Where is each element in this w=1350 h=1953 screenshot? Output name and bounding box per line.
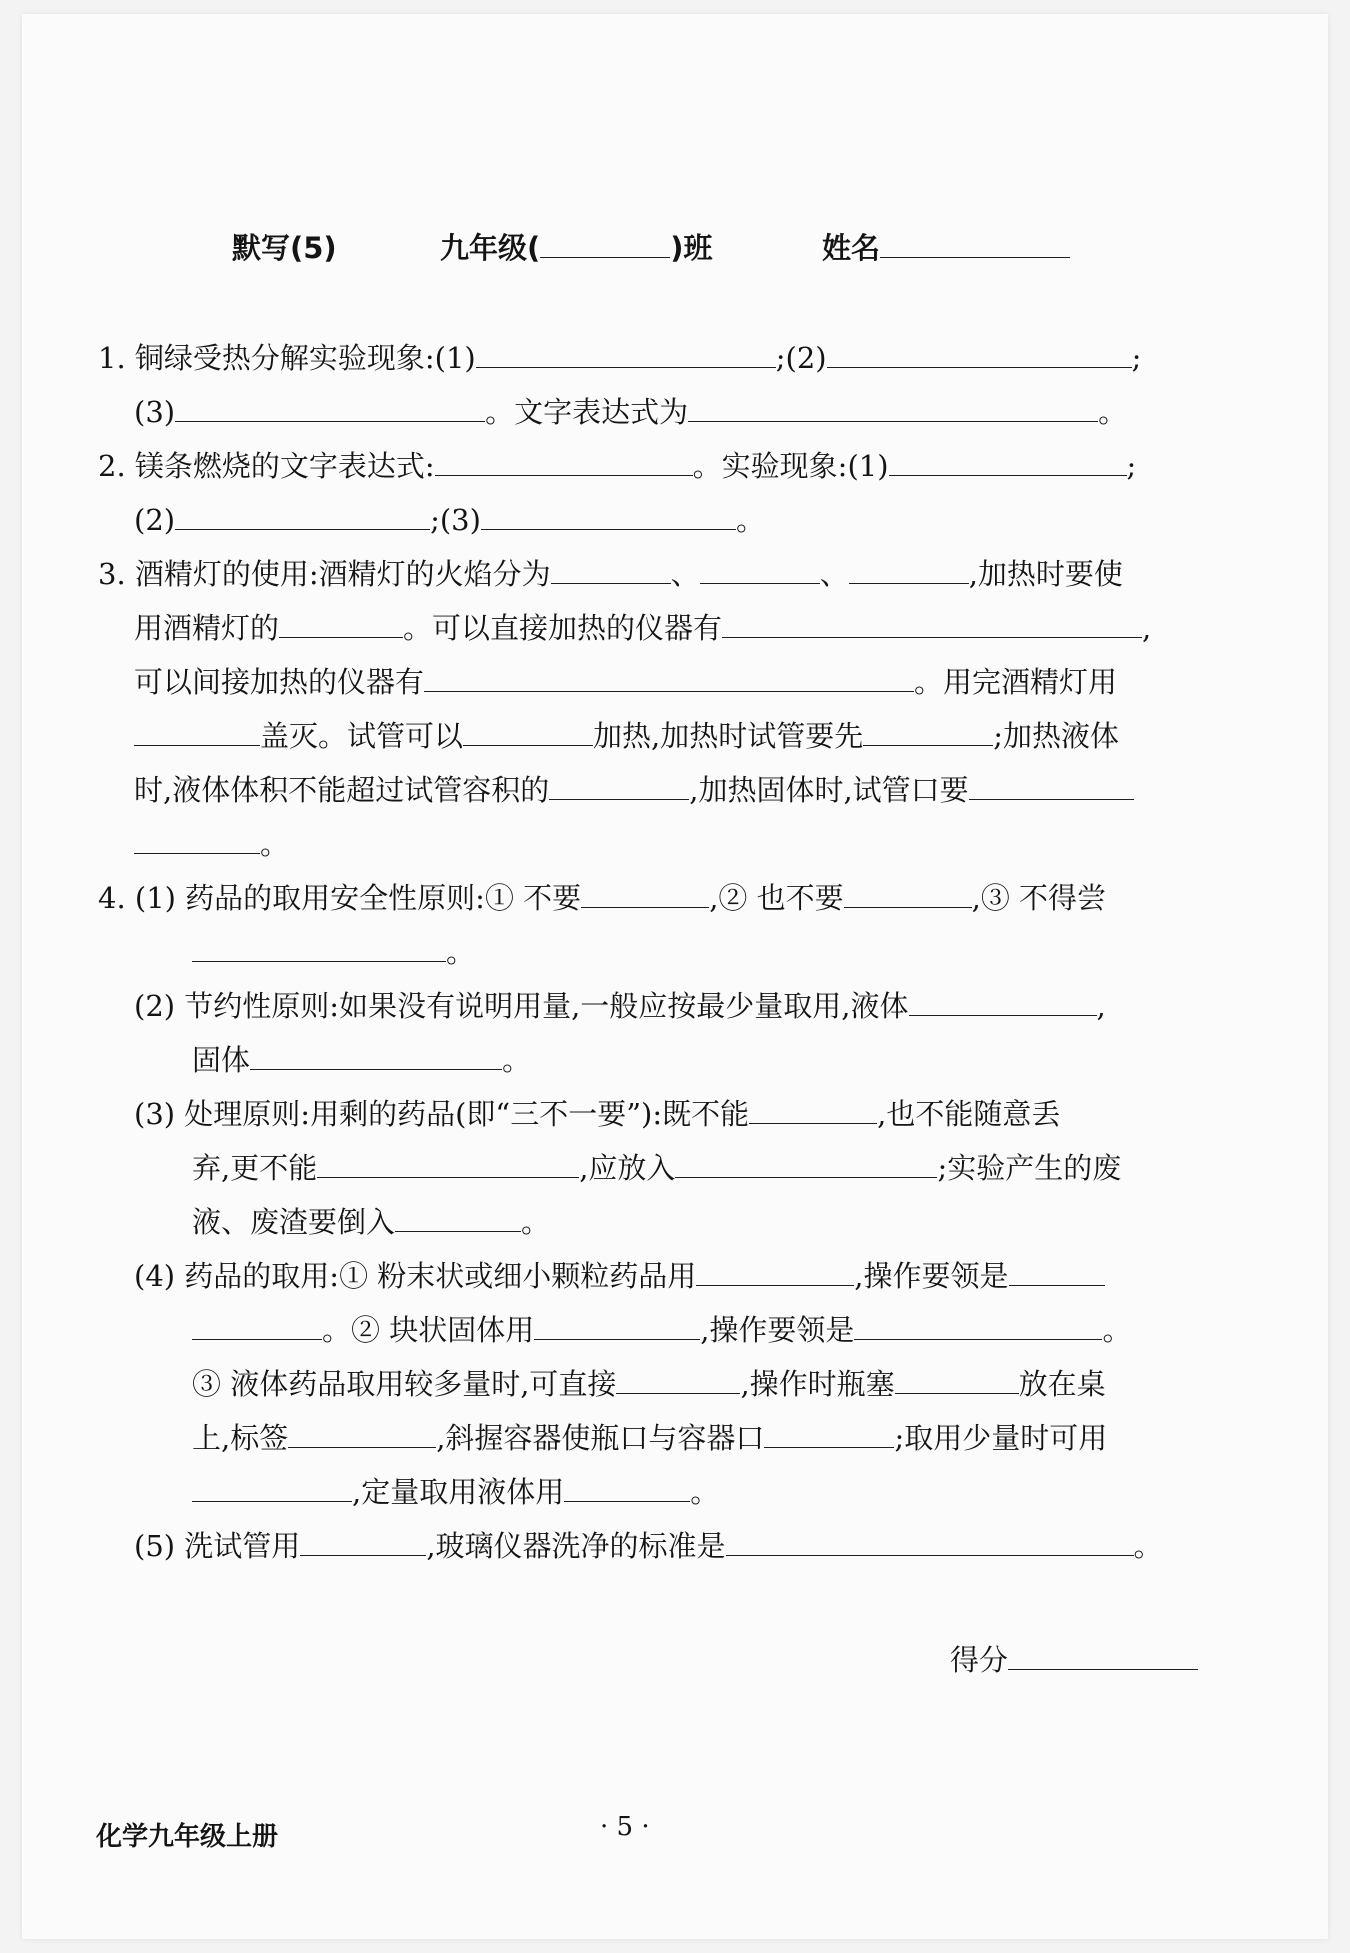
q4-4-line5 xyxy=(192,1472,719,1512)
answer-blank[interactable] xyxy=(688,392,1098,422)
page-number: · 5 · xyxy=(600,1812,650,1842)
q2-line1 xyxy=(98,446,1136,486)
answer-blank[interactable] xyxy=(250,1040,502,1070)
answer-blank[interactable] xyxy=(889,446,1127,476)
answer-blank[interactable] xyxy=(863,716,993,746)
answer-blank[interactable] xyxy=(175,392,485,422)
q4-text: 4. (1) 药品的取用安全性原则:① 不要 xyxy=(98,881,582,915)
q1-text: ; xyxy=(1131,341,1142,375)
q4-text: 。② 块状固体用 xyxy=(322,1313,535,1347)
q3-text: ,加热固体时,试管口要 xyxy=(689,773,969,807)
q2-text: 。 xyxy=(735,503,765,537)
q1-text: 1. 铜绿受热分解实验现象:(1) xyxy=(98,341,476,375)
answer-blank[interactable] xyxy=(700,554,820,584)
q1-text: ;(2) xyxy=(775,341,827,375)
score-label: 得分 xyxy=(950,1643,1009,1677)
q4-2-line2 xyxy=(192,1040,531,1080)
q3-text: 3. 酒精灯的使用:酒精灯的火焰分为 xyxy=(98,557,551,591)
q3-text: 可以间接加热的仪器有 xyxy=(134,665,425,699)
name-label: 姓名 xyxy=(822,231,881,265)
q3-text: 用酒精灯的 xyxy=(134,611,280,645)
q4-text: ;实验产生的废 xyxy=(937,1151,1122,1185)
q3-text: 。可以直接加热的仪器有 xyxy=(403,611,723,645)
answer-blank[interactable] xyxy=(534,1310,700,1340)
q3-line5 xyxy=(134,770,1134,810)
q4-text: 液、废渣要倒入 xyxy=(192,1205,396,1239)
answer-blank[interactable] xyxy=(581,878,709,908)
answer-blank[interactable] xyxy=(192,932,446,962)
grade-prefix: 九年级( xyxy=(440,231,541,265)
q3-text: 、 xyxy=(670,557,700,591)
q3-line1 xyxy=(98,554,1123,594)
q4-text: ,应放入 xyxy=(579,1151,676,1185)
q1-text: 。 xyxy=(1098,395,1128,429)
q4-text: ,② 也不要 xyxy=(709,881,844,915)
answer-blank[interactable] xyxy=(1009,1256,1105,1286)
q3-text: ;加热液体 xyxy=(993,719,1120,753)
q4-4-line2 xyxy=(192,1310,1131,1350)
q1-text: 。文字表达式为 xyxy=(485,395,689,429)
score-blank[interactable] xyxy=(1008,1640,1198,1670)
answer-blank[interactable] xyxy=(300,1526,426,1556)
name-blank[interactable] xyxy=(880,228,1070,258)
q4-text: 。 xyxy=(1102,1313,1132,1347)
answer-blank[interactable] xyxy=(854,1310,1102,1340)
q4-3-line1 xyxy=(134,1094,1060,1134)
answer-blank[interactable] xyxy=(288,1418,436,1448)
answer-blank[interactable] xyxy=(549,770,689,800)
q4-1-line1 xyxy=(98,878,1106,918)
q4-text: 。 xyxy=(446,935,476,969)
name-field xyxy=(822,228,1070,268)
q4-text: 上,标签 xyxy=(192,1421,289,1455)
q4-4-line4 xyxy=(192,1418,1107,1458)
answer-blank[interactable] xyxy=(424,662,914,692)
answer-blank[interactable] xyxy=(844,878,972,908)
answer-blank[interactable] xyxy=(895,1364,1019,1394)
q3-text: 加热,加热时试管要先 xyxy=(593,719,864,753)
q3-text: 。 xyxy=(260,827,290,861)
q4-text: 。 xyxy=(1133,1529,1163,1563)
q3-text: 盖灭。试管可以 xyxy=(260,719,464,753)
q4-4-line3 xyxy=(192,1364,1106,1404)
q4-text: ,操作时瓶塞 xyxy=(740,1367,895,1401)
answer-blank[interactable] xyxy=(616,1364,740,1394)
q2-text: ; xyxy=(1126,449,1137,483)
q4-text: 。 xyxy=(690,1475,720,1509)
q4-text: 弃,更不能 xyxy=(192,1151,318,1185)
answer-blank[interactable] xyxy=(827,338,1132,368)
q4-text: (3) 处理原则:用剩的药品(即“三不一要”):既不能 xyxy=(134,1097,750,1131)
answer-blank[interactable] xyxy=(764,1418,894,1448)
q4-text: (2) 节约性原则:如果没有说明用量,一般应按最少量取用,液体 xyxy=(134,989,909,1023)
grade-suffix: )班 xyxy=(670,231,713,265)
answer-blank[interactable] xyxy=(192,1472,352,1502)
q2-text: 2. 镁条燃烧的文字表达式: xyxy=(98,449,435,483)
q4-text: (4) 药品的取用:① 粉末状或细小颗粒药品用 xyxy=(134,1259,697,1293)
q4-text: ,操作要领是 xyxy=(700,1313,855,1347)
q3-text: 时,液体体积不能超过试管容积的 xyxy=(134,773,550,807)
score-field xyxy=(950,1640,1198,1680)
q2-text: 。实验现象:(1) xyxy=(692,449,889,483)
q1-line1 xyxy=(98,338,1141,378)
q4-4-line1 xyxy=(134,1256,1105,1296)
q4-text: ;取用少量时可用 xyxy=(894,1421,1108,1455)
q4-text: ③ 液体药品取用较多量时,可直接 xyxy=(192,1367,617,1401)
class-blank[interactable] xyxy=(540,228,670,258)
q4-5-line1 xyxy=(134,1526,1163,1566)
answer-blank[interactable] xyxy=(749,1094,877,1124)
q4-text: 放在桌 xyxy=(1018,1367,1106,1401)
answer-blank[interactable] xyxy=(317,1148,579,1178)
answer-blank[interactable] xyxy=(279,608,403,638)
q4-text: (5) 洗试管用 xyxy=(134,1529,301,1563)
q1-text: (3) xyxy=(134,395,176,429)
answer-blank[interactable] xyxy=(481,500,736,530)
q4-text: , xyxy=(1096,989,1106,1023)
book-title: 化学九年级上册 xyxy=(96,1822,279,1852)
q2-text: ;(3) xyxy=(430,503,481,537)
q4-text: 。 xyxy=(521,1205,551,1239)
q4-text: ,③ 不得尝 xyxy=(971,881,1107,915)
q4-text: ,斜握容器使瓶口与容器口 xyxy=(436,1421,765,1455)
worksheet-title: 默写(5) xyxy=(232,231,337,265)
q2-line2 xyxy=(134,500,765,540)
q3-line4 xyxy=(134,716,1119,756)
answer-blank[interactable] xyxy=(476,338,776,368)
q2-text: (2) xyxy=(134,503,176,537)
q3-text: 、 xyxy=(819,557,849,591)
q3-text: 。用完酒精灯用 xyxy=(914,665,1118,699)
answer-blank[interactable] xyxy=(849,554,969,584)
answer-blank[interactable] xyxy=(675,1148,937,1178)
q4-text: ,定量取用液体用 xyxy=(352,1475,565,1509)
answer-blank[interactable] xyxy=(564,1472,690,1502)
grade-class-label xyxy=(440,228,713,268)
q4-text: 。 xyxy=(502,1043,532,1077)
answer-blank[interactable] xyxy=(134,824,260,854)
answer-blank[interactable] xyxy=(909,986,1097,1016)
q3-text: , xyxy=(1142,611,1152,645)
q3-line2 xyxy=(134,608,1151,648)
q3-text: ,加热时要使 xyxy=(968,557,1123,591)
q3-line6 xyxy=(134,824,289,864)
q4-text: ,也不能随意丢 xyxy=(877,1097,1061,1131)
q3-line3 xyxy=(134,662,1117,702)
answer-blank[interactable] xyxy=(722,608,1142,638)
q4-3-line2 xyxy=(192,1148,1121,1188)
answer-blank[interactable] xyxy=(395,1202,521,1232)
answer-blank[interactable] xyxy=(175,500,430,530)
q1-line2 xyxy=(134,392,1127,432)
answer-blank[interactable] xyxy=(551,554,671,584)
q4-text: 固体 xyxy=(192,1043,251,1077)
q4-text: ,玻璃仪器洗净的标准是 xyxy=(426,1529,726,1563)
answer-blank[interactable] xyxy=(726,1526,1134,1556)
q4-2-line1 xyxy=(134,986,1106,1026)
answer-blank[interactable] xyxy=(134,716,260,746)
q4-3-line3 xyxy=(192,1202,550,1242)
answer-blank[interactable] xyxy=(696,1256,854,1286)
answer-blank[interactable] xyxy=(192,1310,322,1340)
q4-1-line2 xyxy=(192,932,475,972)
answer-blank[interactable] xyxy=(969,770,1134,800)
q4-text: ,操作要领是 xyxy=(854,1259,1009,1293)
answer-blank[interactable] xyxy=(463,716,593,746)
answer-blank[interactable] xyxy=(435,446,693,476)
